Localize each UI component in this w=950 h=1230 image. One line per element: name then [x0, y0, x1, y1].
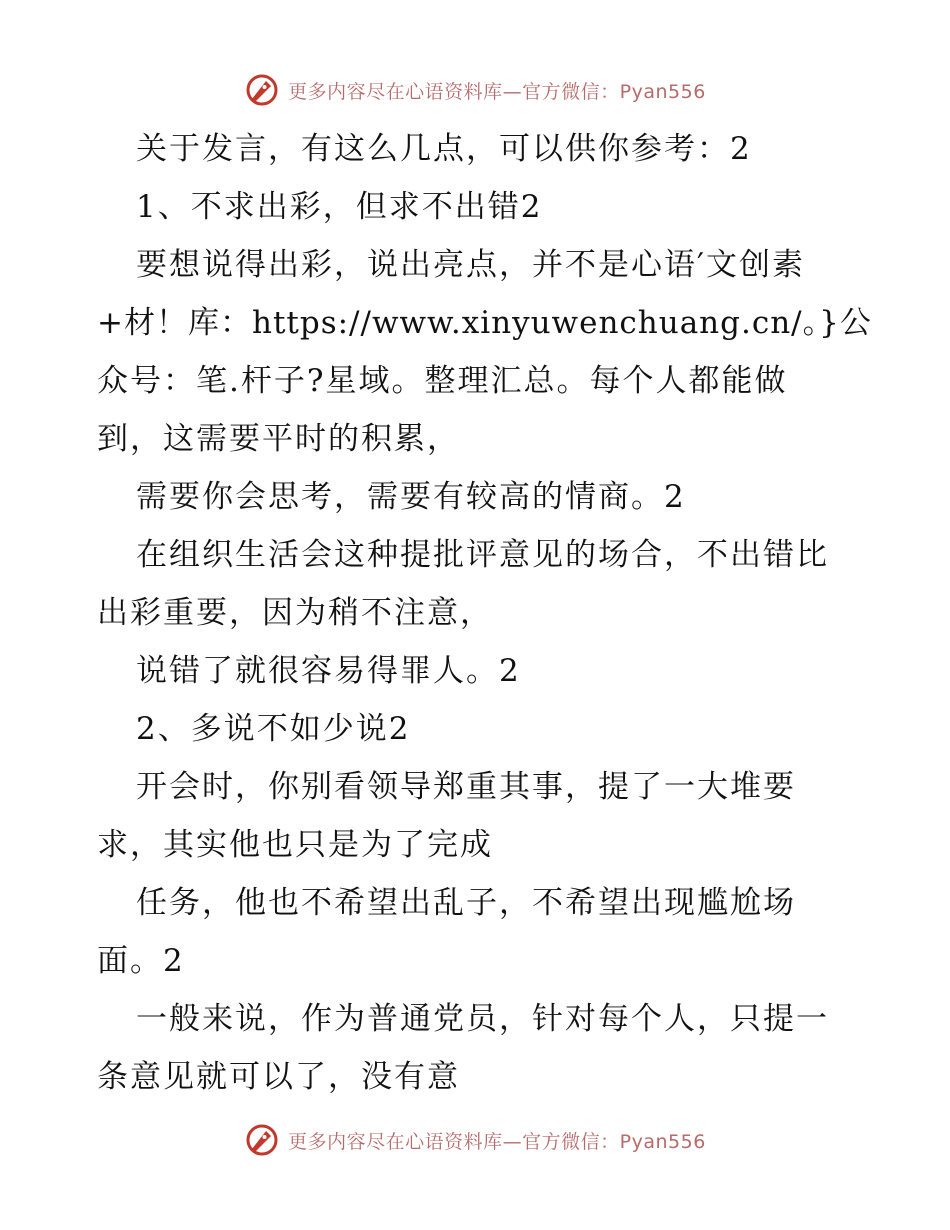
header-watermark-banner [0, 66, 950, 114]
paragraph-line: 要想说得出彩，说出亮点，并不是心语′文创素 [136, 247, 806, 283]
paragraph-line: 条意见就可以了，没有意 [97, 1059, 460, 1095]
paragraph-line: +材！库：https://www.xinyuwenchuang.cn/。}公 [97, 305, 872, 341]
paragraph-line: 在组织生活会这种提批评意见的场合，不出错比 [136, 537, 829, 573]
paragraph-line: 面。2 [97, 943, 185, 979]
paragraph-line: 关于发言，有这么几点，可以供你参考：2 [136, 131, 752, 167]
section-heading: 2、多说不如少说2 [136, 711, 411, 747]
document-body [97, 120, 872, 1106]
footer-banner-text: 更多内容尽在心语资料库—官方微信：Pyan556 [288, 1130, 706, 1153]
paragraph-line: 求，其实他也只是为了完成 [97, 827, 493, 863]
paragraph-line: 到，这需要平时的积累， [97, 421, 460, 457]
section-heading: 1、不求出彩，但求不出错2 [136, 189, 543, 225]
paragraph-line: 需要你会思考，需要有较高的情商。2 [136, 479, 686, 515]
paragraph-line: 任务，他也不希望出乱子，不希望出现尴尬场 [136, 885, 796, 921]
pen-nib-circle-icon [244, 1122, 280, 1158]
paragraph-line: 一般来说，作为普通党员，针对每个人，只提一 [136, 1001, 829, 1037]
paragraph-line: 说错了就很容易得罪人。2 [136, 653, 521, 689]
paragraph-line: 众号：笔.杆子?星域。整理汇总。每个人都能做 [97, 363, 788, 399]
paragraph-line: 开会时，你别看领导郑重其事，提了一大堆要 [136, 769, 796, 805]
header-banner-text: 更多内容尽在心语资料库—官方微信：Pyan556 [288, 80, 706, 103]
paragraph-line: 出彩重要，因为稍不注意， [97, 595, 493, 631]
footer-watermark-banner [0, 1116, 950, 1164]
pen-nib-circle-icon [244, 72, 280, 108]
